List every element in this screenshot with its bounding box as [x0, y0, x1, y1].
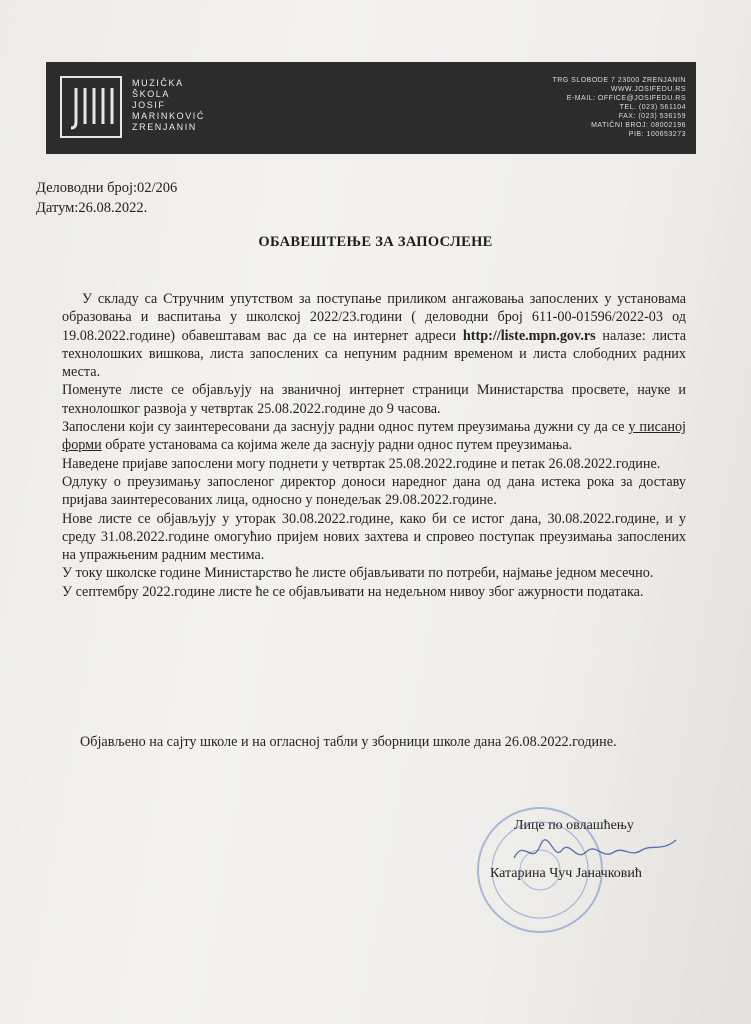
- contact-phone: TEL. (023) 561104: [619, 104, 686, 111]
- reference-number: Деловодни број:02/206: [36, 180, 178, 196]
- paragraph: У току школске године Министарство ће листе објављивати по потреби, најмање једном месечно.: [62, 565, 654, 582]
- school-name-line: ŠKOLA: [132, 89, 171, 99]
- contact-registry-number: MATIČNI BROJ: 08002196: [591, 122, 686, 129]
- underlined-text: у писаној форми: [62, 419, 686, 454]
- paragraph: [62, 418, 686, 455]
- paragraph-text: У складу са Стручним упутством за поступање приликом ангажовања запослених у установама образовања и васпитања у школској 2022/23.години ( деловодни број 611-00-01596/2022-03 од 19.08.2022.године) обавештавам вас да се на интернет адреси: [62, 291, 686, 344]
- school-name-line: MUZIČKA: [132, 78, 184, 88]
- contact-website: WWW.JOSIFEDU.RS: [610, 86, 686, 93]
- paragraph-text: обрате установама са којима желе да заснују радни однос путем преузимања.: [101, 437, 573, 454]
- paragraph-text: налазе: листа технолошких вишкова, листа запослених са непуним радним временом и листа слободних радних места.: [62, 327, 687, 381]
- signatory-title: Лице по овлашћењу: [514, 818, 634, 833]
- school-logo: [60, 76, 122, 138]
- school-name-line: JOSIF: [132, 100, 166, 110]
- contact-fax: FAX: (023) 536159: [618, 113, 686, 120]
- paragraph: У септембру 2022.године листе ће се објављивати на недељном нивоу због ажурности података.: [62, 583, 644, 600]
- paragraph: [62, 290, 686, 381]
- paragraph: Поменуте листе се објављују на званичној интернет страници Министарства просвете, науке и технолошког развоја у четвртак 25.08.2022.године до 9 часова.: [62, 382, 686, 417]
- document-meta: [36, 178, 177, 218]
- school-name-line: MARINKOVIĆ: [132, 111, 206, 121]
- paragraph: Одлуку о преузимању запосленог директор доноси наредног дана од дана истека рока за доставу пријава заинтересованих лица, односно у понедељак 29.08.2022.године.: [62, 473, 686, 509]
- contact-email: E-MAIL: OFFICE@JOSIFEDU.RS: [566, 95, 686, 102]
- document-date: Датум:26.08.2022.: [36, 200, 148, 216]
- paragraph: Наведене пријаве запослени могу поднети у четвртак 25.08.2022.године и петак 26.08.2022.године.: [62, 455, 661, 472]
- ministry-link[interactable]: http://liste.mpn.gov.rs: [462, 327, 596, 344]
- paragraph-text: Запослени који су заинтересовани да заснују радни однос путем преузимања дужни су да се: [62, 419, 629, 436]
- contact-address: TRG SLOBODE 7 23000 ZRENJANIN: [552, 77, 686, 84]
- signatory-name: Катарина Чуч Јаначковић: [490, 866, 642, 881]
- publication-note: Објављено на сајту школе и на огласној табли у зборници школе дана 26.08.2022.године.: [80, 734, 617, 750]
- letterhead-band: [46, 62, 696, 154]
- contact-tax-id: PIB: 100653273: [628, 131, 686, 138]
- paragraph: Нове листе се објављују у уторак 30.08.2022.године, како би се истог дана, 30.08.2022.године, и у среду 31.08.2022.године омогућио пријем нових захтева и спровео поступак преузимања запослених на упражњеним радним местима.: [62, 510, 686, 564]
- contact-info: [496, 76, 686, 139]
- school-name-line: ZRENJANIN: [132, 122, 197, 132]
- document-title: ОБАВЕШТЕЊЕ ЗА ЗАПОСЛЕНЕ: [258, 234, 493, 250]
- document-body: [62, 290, 686, 601]
- school-name: [132, 78, 205, 133]
